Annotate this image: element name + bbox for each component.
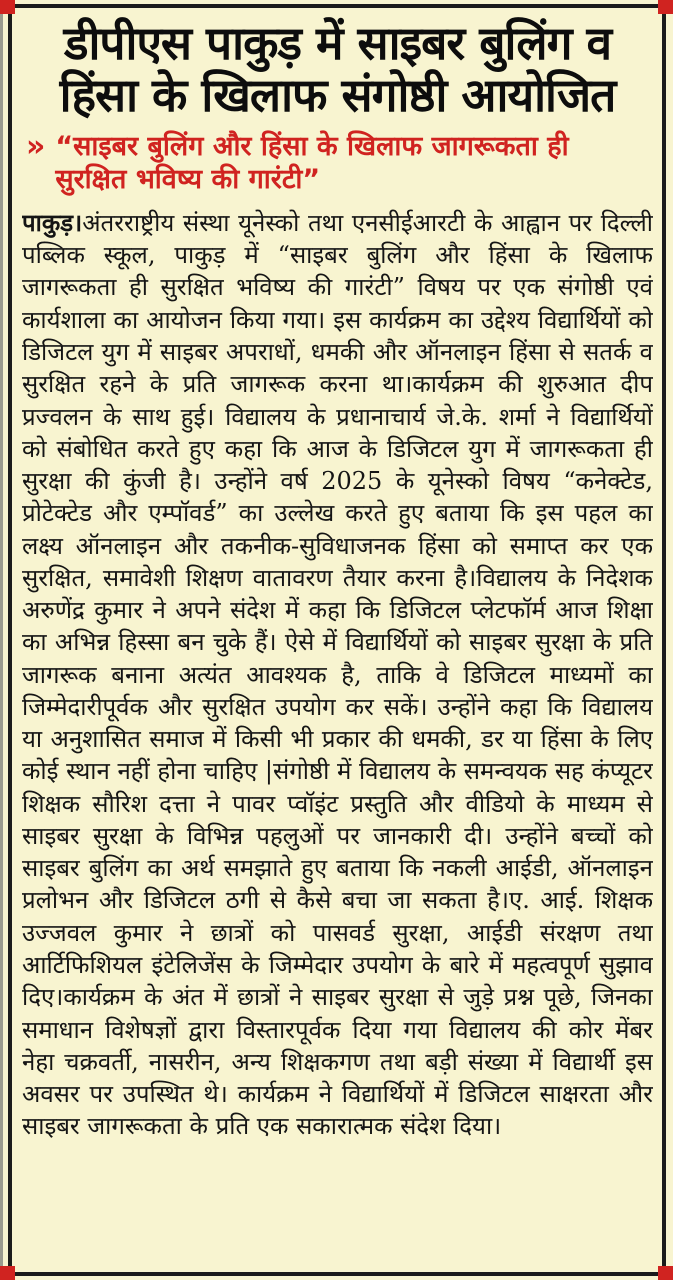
double-chevron-icon: » bbox=[26, 129, 46, 165]
body-paragraph bbox=[22, 207, 653, 1143]
scan-edge-shadow bbox=[0, 0, 3, 1280]
corner-mark-bottom-left bbox=[0, 1266, 15, 1280]
body-text: अंतरराष्ट्रीय संस्था यूनेस्को तथा एनसीईआरटी के आह्वान पर दिल्ली पब्लिक स्कूल, पाकुड़ में “साइबर बुलिंग और हिंसा के खिलाफ जागरूकता ही सुरक्षित भविष्य की गारंटी” विषय पर एक संगोष्ठी एवं कार्यशाला का आयोजन किया गया। इस कार्यक्रम का उद्देश्य विद्यार्थियों को डिजिटल युग में साइबर अपराधों, धमकी और ऑनलाइन हिंसा से सतर्क व सुरक्षित रहने के प्रति जागरूक करना था।कार्यक्रम की शुरुआत दीप प्रज्वलन के साथ हुई। विद्यालय के प्रधानाचार्य जे.के. शर्मा ने विद्यार्थियों को संबोधित करते हुए कहा कि आज के डिजिटल युग में जागरूकता ही सुरक्षा की कुंजी है। उन्होंने वर्ष 2025 के यूनेस्को विषय “कनेक्टेड, प्रोटेक्टेड और एम्पॉवर्ड” का उल्लेख करते हुए बताया कि इस पहल का लक्ष्य ऑनलाइन और तकनीक-सुविधाजनक हिंसा को समाप्त कर एक सुरक्षित, समावेशी शिक्षण वातावरण तैयार करना है।विद्यालय के निदेशक अरुणेंद्र कुमार ने अपने संदेश में कहा कि डिजिटल प्लेटफॉर्म आज शिक्षा का अभिन्न हिस्सा बन चुके हैं। ऐसे में विद्यार्थियों को साइबर सुरक्षा के प्रति जागरूक बनाना अत्यंत आवश्यक है, ताकि वे डिजिटल माध्यमों का जिम्मेदारीपूर्वक और सुरक्षित उपयोग कर सकें। उन्होंने कहा कि विद्यालय या अनुशासित समाज में किसी भी प्रकार की धमकी, डर या हिंसा के लिए कोई स्थान नहीं होना चाहिए |संगोष्ठी में विद्यालय के समन्वयक सह कंप्यूटर शिक्षक सौरिश दत्ता ने पावर प्वॉइंट प्रस्तुति और वीडियो के माध्यम से साइबर सुरक्षा के विभिन्न पहलुओं पर जानकारी दी। उन्होंने बच्चों को साइबर बुलिंग का अर्थ समझाते हुए बताया कि नकली आईडी, ऑनलाइन प्रलोभन और डिजिटल ठगी से कैसे बचा जा सकता है।ए. आई. शिक्षक उज्जवल कुमार ने छात्रों को पासवर्ड सुरक्षा, आईडी संरक्षण तथा आर्टिफिशियल इंटेलिजेंस के जिम्मेदार उपयोग के बारे में महत्वपूर्ण सुझाव दिए।कार्यक्रम के अंत में छात्रों ने साइबर सुरक्षा से जुड़े प्रश्न पूछे, जिनका समाधान विशेषज्ञों द्वारा विस्तारपूर्वक दिया गया विद्यालय की कोर मेंबर नेहा चक्रवर्ती, नासरीन, अन्य शिक्षकगण तथा बड़ी संख्या में विद्यार्थी इस अवसर पर उपस्थित थे। कार्यक्रम ने विद्यार्थियों में डिजिटल साक्षरता और साइबर जागरूकता के प्रति एक सकारात्मक संदेश दिया। bbox=[22, 208, 653, 1141]
headline bbox=[22, 18, 653, 121]
headline-line-1: डीपीएस पाकुड़ में साइबर बुलिंग व bbox=[63, 16, 612, 70]
dateline: पाकुड़। bbox=[22, 207, 83, 237]
subheadline bbox=[26, 131, 653, 197]
corner-mark-top-left bbox=[0, 0, 15, 14]
corner-mark-bottom-right bbox=[658, 1266, 673, 1280]
corner-mark-top-right bbox=[658, 0, 673, 14]
headline-line-2: हिंसा के खिलाफ संगोष्ठी आयोजित bbox=[59, 67, 616, 122]
article-content bbox=[22, 12, 653, 1143]
subheadline-text: “साइबर बुलिंग और हिंसा के खिलाफ जागरूकता ही सुरक्षित भविष्य की गारंटी” bbox=[55, 131, 569, 195]
